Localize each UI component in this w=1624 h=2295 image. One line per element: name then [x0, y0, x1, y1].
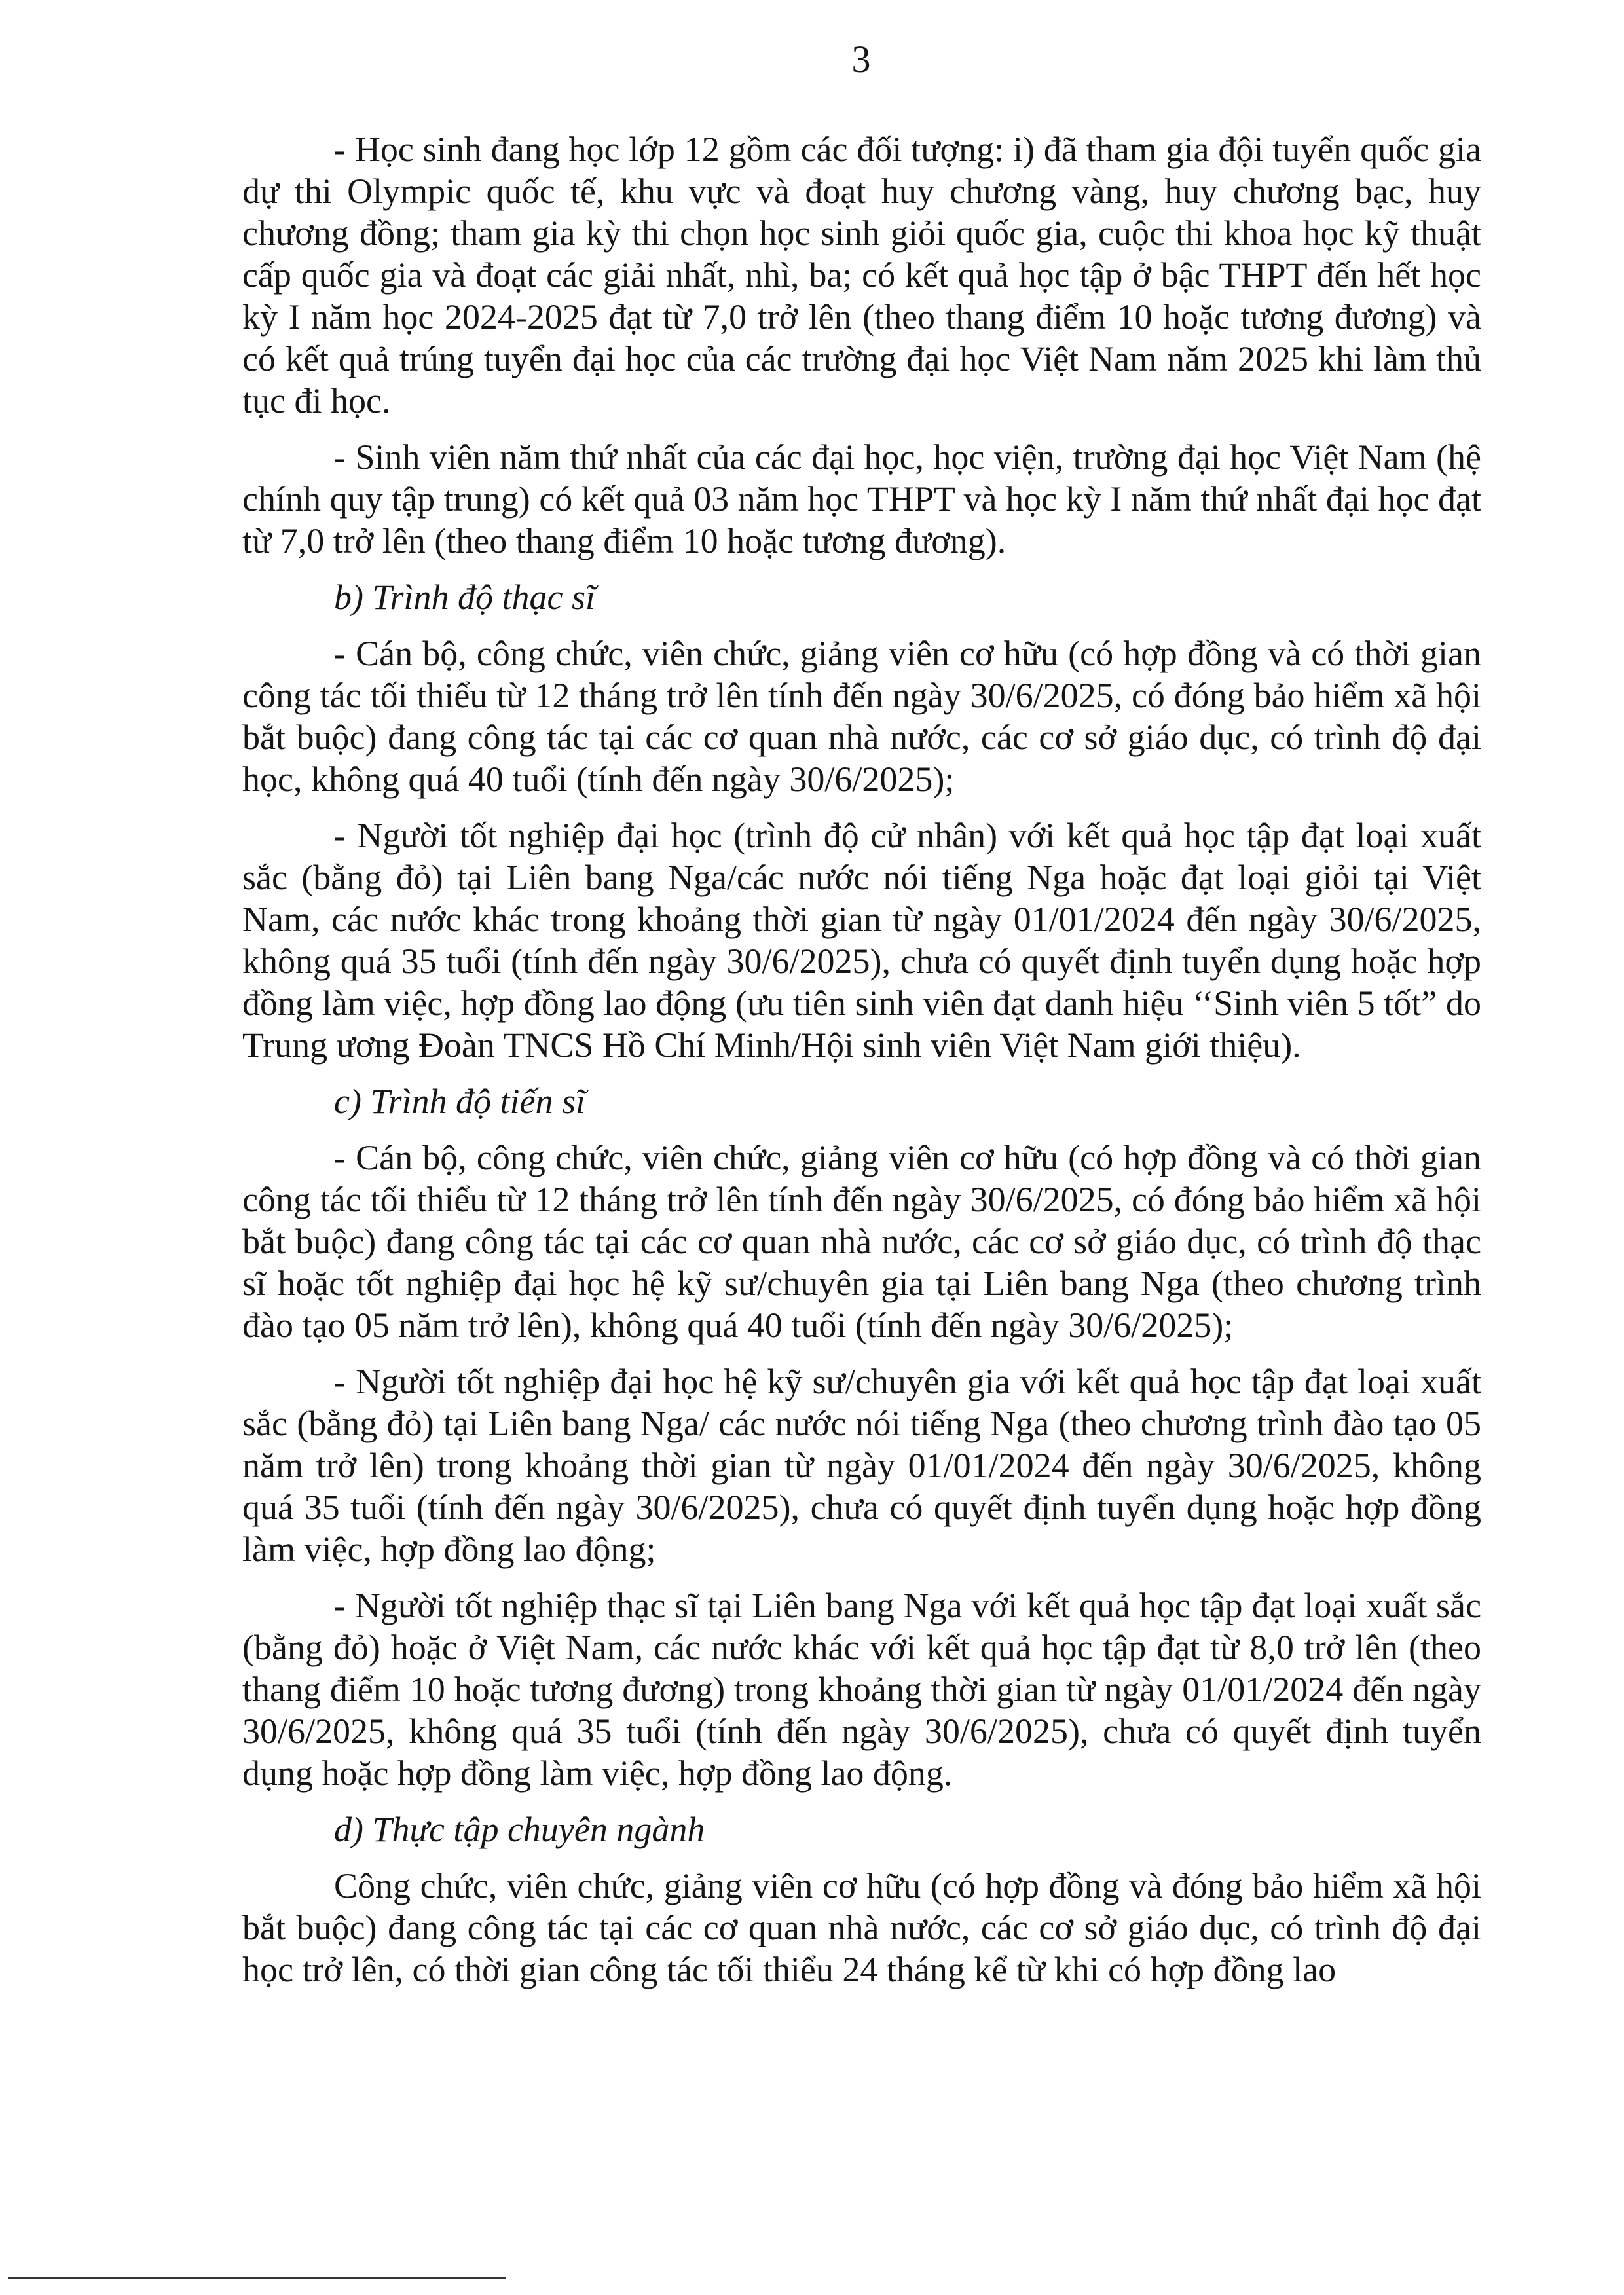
footer-rule: [8, 2277, 506, 2279]
section-heading-masters: b) Trình độ thạc sĩ: [334, 578, 596, 617]
paragraph-high-school-students: - Học sinh đang học lớp 12 gồm các đối tượng: i) đã tham gia đội tuyển quốc gia dự thi Olympic quốc tế, khu vực và đoạt huy chương vàng, huy chương bạc, huy chương đồng; tham gia kỳ thi chọn học sinh giỏi quốc gia, cuộc thi khoa học kỹ thuật cấp quốc gia và đoạt các giải nhất, nhì, ba; có kết quả học tập ở bậc THPT đến hết học kỳ I năm học 2024-2025 đạt từ 7,0 trở lên (theo thang điểm 10 hoặc tương đương) và có kết quả trúng tuyển đại học của các trường đại học Việt Nam năm 2025 khi làm thủ tục đi học.: [242, 130, 1481, 420]
paragraph-internship: Công chức, viên chức, giảng viên cơ hữu (có hợp đồng và đóng bảo hiểm xã hội bắt buộc) đang công tác tại các cơ quan nhà nước, các cơ sở giáo dục, có trình độ đại học trở lên, có thời gian công tác tối thiểu 24 tháng kể từ khi có hợp đồng lao: [242, 1866, 1481, 1989]
document-body: [242, 128, 1481, 2005]
section-heading-internship: d) Thực tập chuyên ngành: [334, 1810, 705, 1849]
paragraph-doctorate-officials: - Cán bộ, công chức, viên chức, giảng viên cơ hữu (có hợp đồng và có thời gian công tác tối thiểu từ 12 tháng trở lên tính đến ngày 30/6/2025, có đóng bảo hiểm xã hội bắt buộc) đang công tác tại các cơ quan nhà nước, các cơ sở giáo dục, có trình độ thạc sĩ hoặc tốt nghiệp đại học hệ kỹ sư/chuyên gia tại Liên bang Nga (theo chương trình đào tạo 05 năm trở lên), không quá 40 tuổi (tính đến ngày 30/6/2025);: [242, 1138, 1481, 1345]
paragraph-masters-officials: - Cán bộ, công chức, viên chức, giảng viên cơ hữu (có hợp đồng và có thời gian công tác tối thiểu từ 12 tháng trở lên tính đến ngày 30/6/2025, có đóng bảo hiểm xã hội bắt buộc) đang công tác tại các cơ quan nhà nước, các cơ sở giáo dục, có trình độ đại học, không quá 40 tuổi (tính đến ngày 30/6/2025);: [242, 634, 1481, 799]
section-heading-doctorate: c) Trình độ tiến sĩ: [334, 1082, 586, 1121]
paragraph-doctorate-masters-graduates: - Người tốt nghiệp thạc sĩ tại Liên bang Nga với kết quả học tập đạt loại xuất sắc (bằng đỏ) hoặc ở Việt Nam, các nước khác với kết quả học tập đạt từ 8,0 trở lên (theo thang điểm 10 hoặc tương đương) trong khoảng thời gian từ ngày 01/01/2024 đến ngày 30/6/2025, không quá 35 tuổi (tính đến ngày 30/6/2025), chưa có quyết định tuyển dụng hoặc hợp đồng làm việc, hợp đồng lao động.: [242, 1586, 1481, 1793]
paragraph-doctorate-engineers: - Người tốt nghiệp đại học hệ kỹ sư/chuyên gia với kết quả học tập đạt loại xuất sắc (bằng đỏ) tại Liên bang Nga/ các nước nói tiếng Nga (theo chương trình đào tạo 05 năm trở lên) trong khoảng thời gian từ ngày 01/01/2024 đến ngày 30/6/2025, không quá 35 tuổi (tính đến ngày 30/6/2025), chưa có quyết định tuyển dụng hoặc hợp đồng làm việc, hợp đồng lao động;: [242, 1362, 1481, 1569]
paragraph-masters-graduates: - Người tốt nghiệp đại học (trình độ cử nhân) với kết quả học tập đạt loại xuất sắc (bằng đỏ) tại Liên bang Nga/các nước nói tiếng Nga hoặc đạt loại giỏi tại Việt Nam, các nước khác trong khoảng thời gian từ ngày 01/01/2024 đến ngày 30/6/2025, không quá 35 tuổi (tính đến ngày 30/6/2025), chưa có quyết định tuyển dụng hoặc hợp đồng làm việc, hợp đồng lao động (ưu tiên sinh viên đạt danh hiệu ‘‘Sinh viên 5 tốt” do Trung ương Đoàn TNCS Hồ Chí Minh/Hội sinh viên Việt Nam giới thiệu).: [242, 816, 1481, 1065]
paragraph-first-year-students: - Sinh viên năm thứ nhất của các đại học, học viện, trường đại học Việt Nam (hệ chính quy tập trung) có kết quả 03 năm học THPT và học kỳ I năm thứ nhất đại học đạt từ 7,0 trở lên (theo thang điểm 10 hoặc tương đương).: [242, 437, 1481, 560]
page-number: 3: [851, 38, 871, 81]
